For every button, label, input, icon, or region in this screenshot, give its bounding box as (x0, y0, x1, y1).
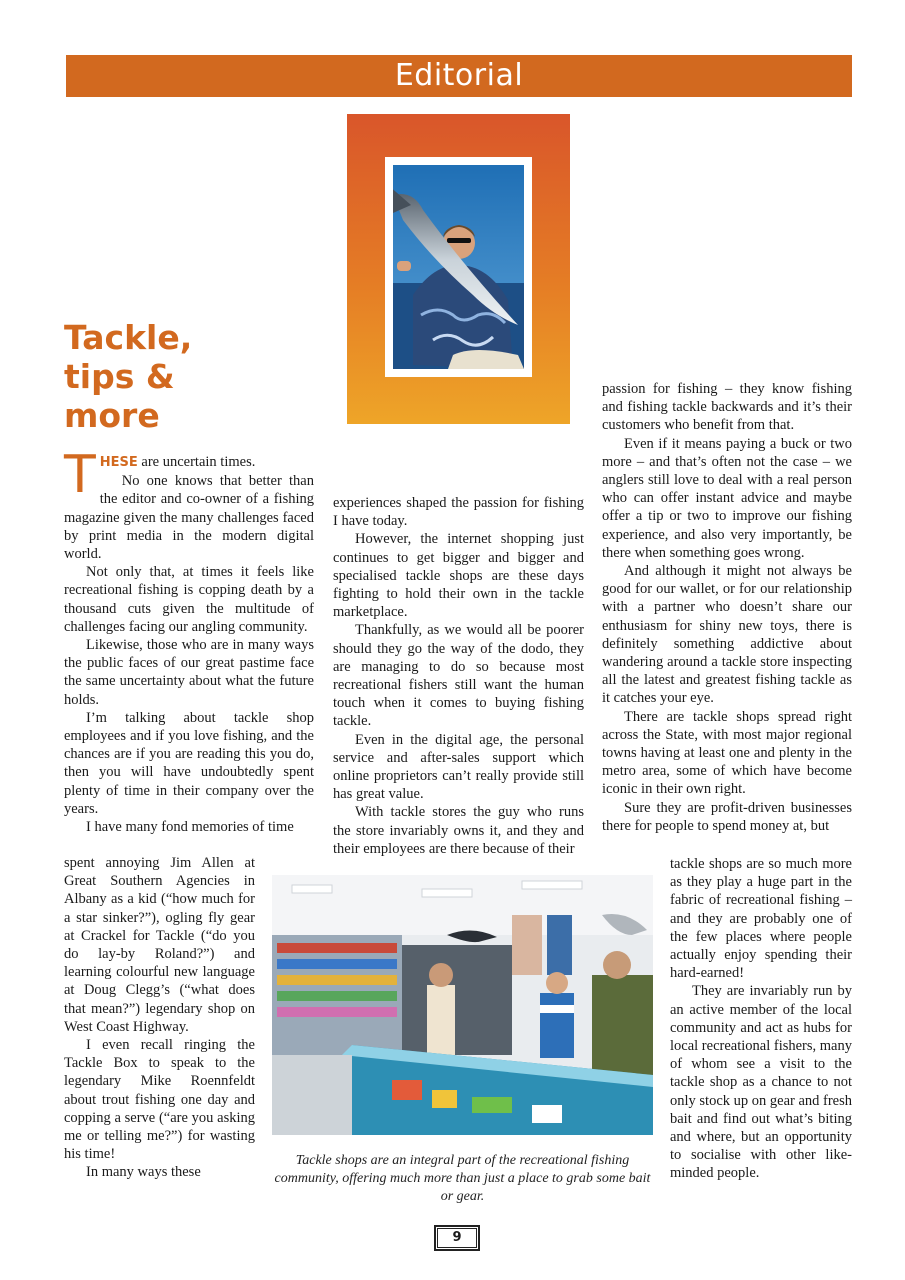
page-number: 9 (434, 1225, 480, 1251)
lead-text: are uncertain times. (137, 454, 256, 470)
headline-line: more (64, 396, 160, 435)
article-paragraph: Not only that, at times it feels like recreational fishing is copping death by a thousand cuts given the multitude of challenges facing our angling community. (64, 564, 314, 635)
article-paragraph: Thankfully, as we would all be poorer should they go the way of the dodo, they are managing to do so because most recreational fishers still want the human touch when it comes to buying fishing tackle. (333, 622, 584, 730)
headline-line: tips & (64, 357, 175, 396)
tackle-shop-photo (272, 875, 653, 1135)
article-paragraph: Sure they are profit-driven businesses there for people to spend money at, but (602, 799, 852, 834)
article-paragraph: Even in the digital age, the personal service and after-sales support which online proprietors can’t really provide still has great value. (333, 731, 584, 803)
article-paragraph: They are invariably run by an active member of the local community and act as hubs for local recreational fishers, many of whom see a visit to the tackle shop as a chance to not only stock up on gear and fresh bait and find out what’s biting and where, but an opportunity to socialise with other like-minded people. (670, 983, 853, 1182)
article-column-2 (333, 494, 584, 858)
article-column-3-wrap (670, 855, 852, 1183)
article-paragraph: In many ways these (86, 1164, 201, 1181)
article-paragraph: However, the internet shopping just continues to get bigger and bigger and specialised tackle shops are these days fighting to hold their own in the tackle marketplace. (333, 531, 584, 621)
article-paragraph: experiences shaped the passion for fishing I have today. (333, 495, 584, 530)
section-title: Editorial (394, 58, 524, 93)
article-paragraph: passion for fishing – they know fishing and fishing tackle backwards and it’s their customers who benefit from that. (602, 381, 852, 434)
lead-word: HESE (99, 455, 138, 470)
article-paragraph: I even recall ringing the Tackle Box to speak to the legendary Mike Roennfeldt about trout fishing one day and copping a serve (“are you asking me or telling me?”) for wasting his time! (64, 1037, 255, 1163)
article-paragraph: And although it might not always be good for our wallet, or for our relationship with a partner who doesn’t share our enthusiasm for shiny new toys, there is definitely something addictive about wandering around a tackle store inspecting all the latest and greatest fishing tackle as it catches your eye. (602, 563, 852, 707)
drop-cap: T (64, 445, 96, 505)
article-paragraph: Likewise, those who are in many ways the public faces of our great pastime face the same uncertainty about what the future holds. (64, 637, 314, 708)
article-paragraph: With tackle stores the guy who runs the store invariably owns it, and they and their employees are there because of their (333, 804, 584, 857)
photo-frame (385, 157, 532, 377)
headline-line: Tackle, (64, 318, 193, 357)
editor-photo-panel (347, 114, 570, 424)
article-paragraph: No one knows that better than the editor and co-owner of a fishing magazine given the many challenges faced by print media in the modern digital world. (64, 473, 314, 563)
article-paragraph: tackle shops are so much more as they play a huge part in the fabric of recreational fishing – and they are probably one of the few places where people actually enjoy spending their hard-earned! (670, 856, 852, 982)
article-paragraph (64, 445, 314, 505)
photo-caption: Tackle shops are an integral part of the recreational fishing community, offering much more than just a place to grab some bait or gear. (274, 1153, 651, 1204)
editor-holding-fish-photo (393, 165, 524, 369)
article-paragraph: I’m talking about tackle shop employees and if you love fishing, and the chances are if you are reading this you do, then you will have undoubtedly spent plenty of time in their company over the years. (64, 709, 314, 817)
section-banner (66, 55, 852, 97)
article-column-1 (64, 445, 314, 836)
article-headline (64, 318, 264, 435)
article-column-3 (602, 380, 852, 835)
article-paragraph: Even if it means paying a buck or two more – and that’s often not the case – we anglers still love to deal with a real person who can offer instant advice and maybe offer a tip or two to improve our fishing experience, and also very importantly, be there when something goes wrong. (602, 435, 852, 561)
article-paragraph: spent annoying Jim Allen at Great Southern Agencies in Albany as a kid (“how much for a star sinker?”), ogling fly gear at Crackel for Tackle (“do you do lay-by Roland?”) and learning colourful new language at Doug Clegg’s (“what does that mean?”) legendary shop on West Coast Highway. (64, 855, 255, 1035)
article-column-1-wrap (64, 854, 255, 1182)
article-paragraph: There are tackle shops spread right across the State, with most major regional towns having at least one and plenty in the metro area, some of which have become iconic in their own right. (602, 708, 852, 798)
article-paragraph: I have many fond memories of time (86, 819, 294, 836)
